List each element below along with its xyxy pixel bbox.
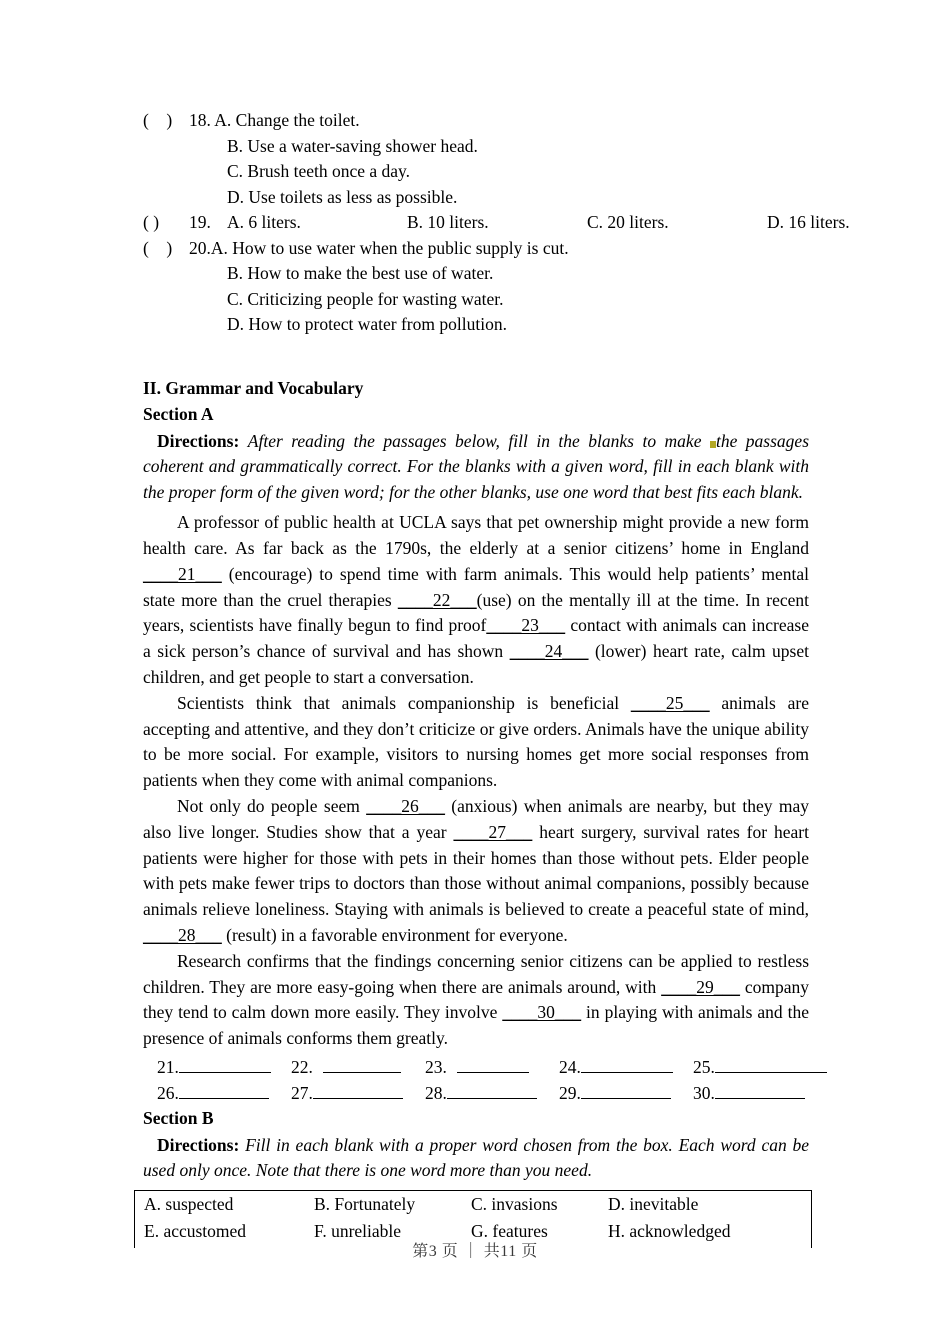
question-18-option-c[interactable]: C. Brush teeth once a day. bbox=[227, 161, 411, 181]
blank-26[interactable]: ____26___ bbox=[366, 796, 445, 817]
page-footer: 第3 页 ｜ 共11 页 bbox=[412, 1243, 538, 1260]
answer-blank-23-label: 23. bbox=[425, 1057, 447, 1078]
question-19 bbox=[143, 210, 850, 236]
directions-text: Fill in each blank with a proper word chosen from the box. Each word can be used only once. Note that there is one word more than you need. bbox=[143, 1134, 810, 1181]
question-20-option-c-line bbox=[143, 287, 809, 313]
answer-blank-29[interactable] bbox=[559, 1080, 693, 1106]
section-b-directions bbox=[143, 1133, 809, 1184]
para2-seg0: Scientists think that animals companionship is beneficial bbox=[177, 692, 631, 713]
question-20 bbox=[143, 236, 809, 338]
blank-29[interactable]: ____29___ bbox=[661, 976, 740, 997]
question-18-stem-line bbox=[143, 108, 809, 134]
question-20-number: 20. bbox=[189, 237, 211, 258]
passage-paragraph-3 bbox=[143, 794, 809, 949]
question-20-option-a[interactable]: A. How to use water when the public supply is cut. bbox=[210, 237, 569, 258]
page-content bbox=[143, 108, 850, 1248]
answer-blank-22-label: 22. bbox=[291, 1057, 313, 1078]
answer-blank-30[interactable] bbox=[693, 1080, 827, 1106]
answer-blank-30-label: 30. bbox=[693, 1083, 715, 1104]
answer-blank-28-line[interactable] bbox=[447, 1083, 537, 1099]
answer-blank-28[interactable] bbox=[425, 1080, 559, 1106]
blank-30[interactable]: ____30___ bbox=[502, 1002, 582, 1023]
question-20-stem-line bbox=[143, 236, 809, 262]
answer-blank-25-label: 25. bbox=[693, 1057, 715, 1078]
word-option-a[interactable]: A. suspected bbox=[144, 1193, 234, 1214]
question-18-option-d[interactable]: D. Use toilets as less as possible. bbox=[227, 186, 458, 207]
para4-seg2: company they tend to calm down more easily. They involve bbox=[143, 976, 809, 1023]
question-19-option-a[interactable]: A. 6 liters. bbox=[227, 212, 301, 232]
para3-seg4: heart surgery, survival rates for heart patients were higher for those with pets in their homes than those without pets. Elder people with pets make fewer trips to doctors than those without animal companions, possibly because animals relieve loneliness. Staying with animals is believed to create a peaceful state of mind, bbox=[143, 821, 809, 920]
word-option-e[interactable]: E. accustomed bbox=[144, 1220, 247, 1241]
answer-blank-27-line[interactable] bbox=[313, 1083, 403, 1099]
answer-blank-27[interactable] bbox=[291, 1080, 425, 1106]
blank-28[interactable]: ____28___ bbox=[143, 925, 222, 946]
blank-21[interactable]: ____21___ bbox=[143, 563, 222, 584]
question-18-option-a[interactable]: A. Change the toilet. bbox=[214, 110, 360, 130]
question-20-option-b[interactable]: B. How to make the best use of water. bbox=[227, 263, 494, 283]
para4-seg0: Research confirms that the findings concerning senior citizens can be applied to restless children. They are more easy-going when there are animals around, with bbox=[143, 950, 809, 997]
answer-blank-25[interactable] bbox=[693, 1054, 827, 1080]
question-19-option-d[interactable]: D. 16 liters. bbox=[767, 212, 850, 232]
answer-blank-26[interactable] bbox=[157, 1080, 291, 1106]
question-18-option-b[interactable]: B. Use a water-saving shower head. bbox=[227, 135, 478, 156]
answer-blank-22-line[interactable] bbox=[323, 1057, 401, 1073]
answer-blank-21[interactable] bbox=[157, 1054, 291, 1080]
question-20-option-d-line bbox=[143, 312, 809, 338]
section-a-directions bbox=[143, 429, 809, 506]
question-20-option-d[interactable]: D. How to protect water from pollution. bbox=[227, 314, 507, 334]
question-18-number: 18. bbox=[189, 110, 211, 130]
question-18 bbox=[143, 108, 809, 210]
answer-blank-23[interactable] bbox=[425, 1054, 559, 1080]
question-19-option-b[interactable]: B. 10 liters. bbox=[407, 212, 489, 232]
para1-seg0: A professor of public health at UCLA says that pet ownership might provide a new form health care. As far back as the 1790s, the elderly at a senior citizens’ home in England bbox=[143, 512, 809, 559]
para1-seg2: (encourage) to spend time with farm animals. This would help patients’ mental state more than the cruel therapies bbox=[143, 563, 809, 610]
section-a-heading: Section A bbox=[143, 404, 214, 424]
passage-paragraph-2 bbox=[143, 691, 809, 794]
answer-blank-29-label: 29. bbox=[559, 1083, 581, 1104]
directions-text-part1: After reading the passages below, fill in the blanks to make bbox=[247, 430, 710, 451]
question-18-option-b-line bbox=[143, 134, 809, 160]
section-b-heading: Section B bbox=[143, 1108, 214, 1129]
word-option-b[interactable]: B. Fortunately bbox=[314, 1193, 416, 1214]
word-option-d[interactable]: D. inevitable bbox=[608, 1193, 699, 1214]
answer-blank-22[interactable] bbox=[291, 1054, 425, 1080]
question-20-option-b-line bbox=[143, 261, 809, 287]
answer-blank-row-2 bbox=[143, 1080, 809, 1106]
question-20-option-c[interactable]: C. Criticizing people for wasting water. bbox=[227, 288, 504, 309]
blank-24[interactable]: ____24___ bbox=[509, 641, 589, 662]
word-option-c[interactable]: C. invasions bbox=[471, 1193, 558, 1214]
answer-blank-25-line[interactable] bbox=[715, 1057, 827, 1073]
answer-paren-20[interactable]: ( ) bbox=[143, 237, 173, 258]
word-option-h[interactable]: H. acknowledged bbox=[608, 1220, 731, 1241]
word-bank-row-1 bbox=[135, 1191, 811, 1218]
passage-paragraph-4 bbox=[143, 949, 809, 1052]
answer-blank-26-line[interactable] bbox=[179, 1083, 269, 1099]
blank-25[interactable]: ____25___ bbox=[630, 692, 710, 713]
answer-blank-30-line[interactable] bbox=[715, 1083, 805, 1099]
para2-seg2: animals are accepting and attentive, and they don’t criticize or give orders. Animals have the unique ability to be more social. For example, visitors to nursing homes get more social responses from patients when they come with animal companions. bbox=[143, 692, 810, 791]
directions-label: Directions: bbox=[157, 430, 240, 451]
para4-seg4: in playing with animals and the presence of animals conforms them greatly. bbox=[143, 1002, 809, 1049]
answer-blank-24-line[interactable] bbox=[581, 1057, 673, 1073]
passage-paragraph-1 bbox=[143, 510, 809, 691]
answer-blank-row-1 bbox=[143, 1054, 809, 1080]
para1-seg8: (lower) heart rate, calm upset children, and get people to start a conversation. bbox=[143, 641, 809, 688]
blank-27[interactable]: ____27___ bbox=[453, 821, 533, 842]
answer-blank-28-label: 28. bbox=[425, 1083, 447, 1104]
directions-label: Directions: bbox=[157, 1134, 240, 1155]
question-19-number: 19. bbox=[189, 212, 211, 232]
answer-blank-21-label: 21. bbox=[157, 1057, 179, 1078]
question-19-option-c[interactable]: C. 20 liters. bbox=[587, 212, 669, 232]
answer-paren-18[interactable]: ( ) bbox=[143, 110, 173, 130]
para3-seg0: Not only do people seem bbox=[177, 796, 367, 817]
answer-blank-26-label: 26. bbox=[157, 1083, 179, 1104]
blank-22[interactable]: ____22___ bbox=[397, 589, 477, 610]
blank-23[interactable]: ____23___ bbox=[486, 615, 566, 636]
highlight-mark-icon bbox=[710, 441, 716, 448]
para3-seg6: (result) in a favorable environment for everyone. bbox=[221, 925, 568, 946]
question-18-option-c-line bbox=[143, 159, 809, 185]
part-heading: II. Grammar and Vocabulary bbox=[143, 377, 364, 398]
answer-blank-23-line[interactable] bbox=[457, 1057, 529, 1073]
answer-blank-21-line[interactable] bbox=[179, 1057, 271, 1073]
para1-seg6: contact with animals can increase a sick person’s chance of survival and has shown bbox=[143, 615, 809, 662]
word-option-f[interactable]: F. unreliable bbox=[314, 1220, 402, 1241]
answer-paren-19[interactable]: ( ) bbox=[143, 212, 160, 232]
question-18-option-d-line bbox=[143, 185, 809, 211]
answer-blank-24[interactable] bbox=[559, 1054, 693, 1080]
answer-blank-27-label: 27. bbox=[291, 1083, 313, 1104]
answer-blank-29-line[interactable] bbox=[581, 1083, 671, 1099]
answer-blanks bbox=[143, 1054, 809, 1106]
word-option-g[interactable]: G. features bbox=[471, 1220, 548, 1241]
directions-text-part2: the passages coherent and grammatically correct. For the blanks with a given word, fill in each blank with the proper form of the given word; for the other blanks, use one word that best fits each blank. bbox=[143, 430, 810, 502]
para3-seg2: (anxious) when animals are nearby, but they may also live longer. Studies show that a year bbox=[143, 796, 809, 842]
answer-blank-24-label: 24. bbox=[559, 1057, 581, 1078]
para1-seg4: (use) on the mentally ill at the time. In recent years, scientists have finally begun to find proof bbox=[143, 589, 809, 636]
